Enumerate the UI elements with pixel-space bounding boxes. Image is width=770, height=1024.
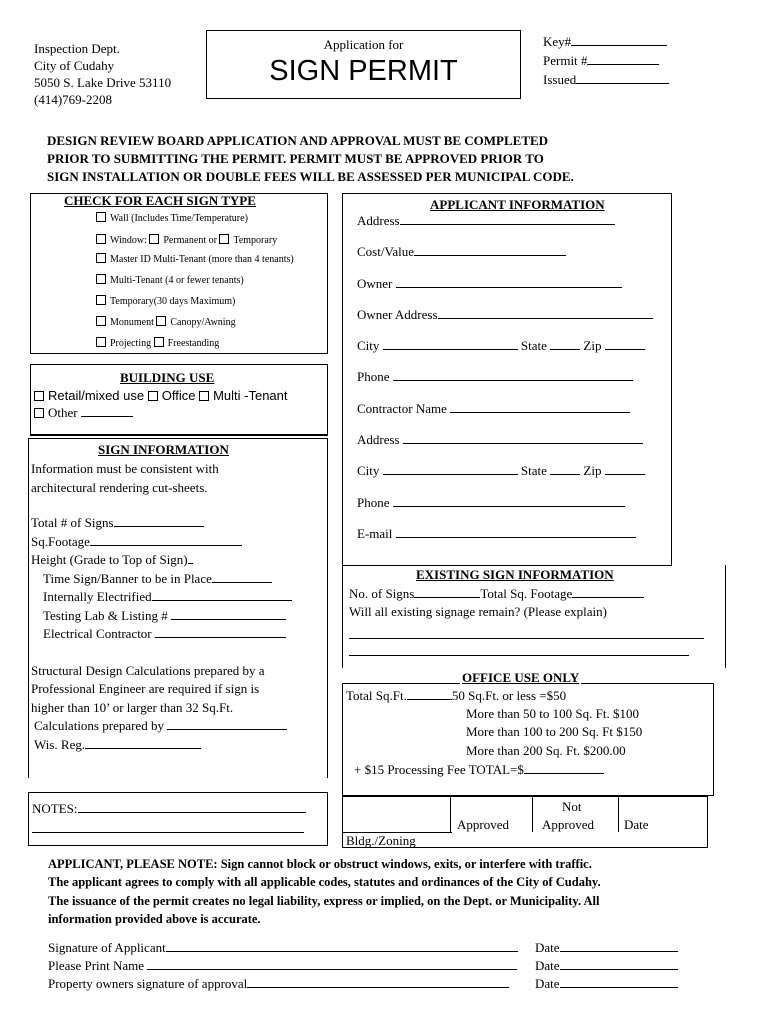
- key-block: [543, 32, 669, 89]
- option-label: Master ID Multi-Tenant (more than 4 tenants): [110, 254, 294, 265]
- sign-type-projecting: [96, 337, 219, 349]
- address-field[interactable]: [357, 213, 653, 244]
- date-field-1[interactable]: [535, 940, 678, 956]
- field-label: City: [357, 338, 380, 354]
- page-title: SIGN PERMIT: [269, 55, 458, 87]
- issued-field[interactable]: [543, 70, 669, 89]
- checkbox[interactable]: [148, 391, 158, 401]
- field-label: Signature of Applicant: [48, 940, 166, 955]
- notice-line: DESIGN REVIEW BOARD APPLICATION AND APPROVAL MUST BE COMPLETED: [47, 133, 549, 148]
- field-label: Property owners signature of approval: [48, 976, 248, 991]
- calc-prepared-field[interactable]: [31, 717, 292, 736]
- issued-label: Issued: [543, 72, 577, 87]
- field-label: Zip: [583, 338, 602, 354]
- not-approved-header-1: Not: [562, 799, 582, 814]
- notes-field[interactable]: [32, 801, 306, 817]
- testing-lab-field[interactable]: [31, 607, 292, 626]
- notes-label: NOTES:: [32, 801, 78, 816]
- checkbox[interactable]: [34, 391, 44, 401]
- existing-sign-right-border: [725, 565, 726, 668]
- checkbox[interactable]: [96, 295, 106, 305]
- field-label: E-mail: [357, 525, 393, 541]
- notice-line: SIGN INSTALLATION OR DOUBLE FEES WILL BE ASSESSED PER MUNICIPAL CODE.: [47, 169, 574, 184]
- dept-phone: (414)769-2208: [34, 92, 112, 107]
- field-label: Please Print Name: [48, 958, 145, 973]
- title-box: [206, 30, 521, 99]
- option-label: Permanent or: [163, 235, 217, 246]
- dept-name: Inspection Dept.: [34, 41, 120, 56]
- checkbox[interactable]: [96, 337, 106, 347]
- total-sqft-field[interactable]: [346, 688, 566, 704]
- field-label: Total # of Signs: [31, 515, 114, 530]
- permit-number-field[interactable]: [543, 51, 669, 70]
- building-use-heading: BUILDING USE: [120, 370, 215, 385]
- sign-info-note: Information must be consistent with: [31, 461, 219, 476]
- applicant-signature-field[interactable]: [48, 940, 518, 956]
- owner-address-field[interactable]: [357, 307, 653, 338]
- explain-line-1[interactable]: [349, 638, 704, 639]
- sq-footage-field[interactable]: [31, 533, 292, 552]
- phone-field[interactable]: [357, 369, 653, 400]
- fee-line: More than 100 to 200 Sq. Ft $150: [466, 724, 643, 739]
- fee-line: 50 Sq.Ft. or less =$50: [451, 688, 567, 703]
- not-approved-header-2: Approved: [542, 817, 594, 832]
- field-label: Phone: [357, 494, 390, 510]
- sign-type-window: [96, 234, 277, 246]
- city-state-zip-field[interactable]: [357, 338, 653, 369]
- field-label: Cost/Value: [357, 244, 415, 260]
- existing-remain-question: Will all existing signage remain? (Please explain): [349, 604, 607, 619]
- design-review-notice: [47, 132, 574, 186]
- city-name: City of Cudahy: [34, 58, 115, 73]
- contractor-city-state-zip-field[interactable]: [357, 463, 653, 494]
- field-label: Internally Electrified: [43, 589, 152, 604]
- fee-line: More than 200 Sq. Ft. $200.00: [466, 743, 626, 758]
- applicant-fields: [357, 213, 653, 557]
- table-divider: [450, 796, 451, 832]
- date-header: Date: [624, 817, 649, 832]
- contractor-address-field[interactable]: [357, 432, 653, 463]
- approved-header: Approved: [457, 817, 509, 832]
- applicant-note: [48, 855, 601, 928]
- option-label: Temporary: [233, 235, 278, 246]
- field-label: Total Sq. Footage: [480, 586, 573, 601]
- field-label: State: [520, 463, 547, 479]
- field-label: Zip: [583, 463, 602, 479]
- checkbox[interactable]: [96, 274, 106, 284]
- note-line: APPLICANT, PLEASE NOTE: Sign cannot block or obstruct windows, exits, or interfere with traffic.: [48, 857, 592, 871]
- field-label: Sq.Footage: [31, 533, 90, 549]
- checkbox[interactable]: [96, 316, 106, 326]
- structural-note: Professional Engineer are required if sign is: [31, 681, 260, 696]
- field-label: No. of Signs: [349, 586, 415, 601]
- dept-address-block: [34, 40, 171, 108]
- key-label: Key#: [543, 34, 572, 49]
- date-field-3[interactable]: [535, 976, 678, 992]
- sign-info-heading: SIGN INFORMATION: [98, 442, 229, 457]
- field-label: + $15 Processing Fee TOTAL=$: [354, 762, 524, 777]
- option-label: Freestanding: [167, 338, 220, 349]
- cost-value-field[interactable]: [357, 244, 653, 275]
- checkbox[interactable]: [199, 391, 209, 401]
- explain-line-2[interactable]: [349, 655, 689, 656]
- total-signs-field[interactable]: [31, 514, 292, 533]
- applicant-heading: APPLICANT INFORMATION: [430, 197, 605, 212]
- sign-type-monument: [96, 316, 236, 328]
- dept-address: 5050 S. Lake Drive 53110: [34, 75, 172, 90]
- application-for-label: Application for: [323, 37, 404, 52]
- checkbox[interactable]: [96, 253, 106, 263]
- existing-sign-heading: EXISTING SIGN INFORMATION: [416, 567, 614, 582]
- table-divider: [532, 796, 533, 832]
- notes-line-2[interactable]: [32, 832, 304, 833]
- checkbox[interactable]: [154, 337, 164, 347]
- table-divider: [618, 796, 619, 832]
- contractor-phone-field[interactable]: [357, 495, 653, 526]
- field-label: Date: [535, 940, 560, 955]
- section-divider: [30, 434, 328, 435]
- option-label: Other: [48, 405, 78, 420]
- checkbox[interactable]: [96, 234, 106, 244]
- field-label: Total Sq.Ft.: [346, 688, 407, 703]
- time-sign-field[interactable]: [31, 570, 292, 589]
- electrical-contractor-field[interactable]: [31, 625, 292, 644]
- structural-note: higher than 10’ or larger than 32 Sq.Ft.: [31, 699, 234, 715]
- owner-field[interactable]: [357, 276, 653, 307]
- height-field[interactable]: [31, 551, 292, 570]
- option-label: Wall (Includes Time/Temperature): [110, 213, 248, 224]
- note-line: The applicant agrees to comply with all applicable codes, statutes and ordinances of the City of Cudahy.: [48, 875, 601, 890]
- field-label: Owner Address: [357, 306, 438, 322]
- option-label: Projecting: [110, 338, 152, 349]
- sign-info-fields: [31, 460, 292, 754]
- option-label: Temporary(30 days Maximum): [110, 296, 236, 307]
- bldg-zoning-label: Bldg./Zoning: [346, 833, 416, 848]
- note-line: The issuance of the permit creates no legal liability, express or implied, on the Dept. or Municipality. All: [48, 893, 600, 908]
- option-label: Retail/mixed use: [48, 388, 145, 403]
- print-name-field[interactable]: [48, 958, 517, 974]
- building-use-options: [34, 388, 288, 403]
- checkbox[interactable]: [34, 408, 44, 418]
- sign-type-temporary30[interactable]: [96, 295, 235, 307]
- field-label: Date: [535, 976, 560, 991]
- structural-note: Structural Design Calculations prepared by a: [31, 662, 265, 678]
- checkbox[interactable]: [156, 316, 166, 326]
- field-label: Owner: [357, 275, 393, 291]
- contractor-name-field[interactable]: [357, 401, 653, 432]
- sign-type-multi[interactable]: [96, 274, 244, 286]
- key-field[interactable]: [543, 32, 669, 51]
- existing-sign-divider: [342, 565, 672, 566]
- sign-type-master[interactable]: [96, 253, 294, 265]
- other-input[interactable]: [81, 405, 133, 417]
- option-label: Multi -Tenant: [213, 388, 288, 403]
- fee-line: More than 50 to 100 Sq. Ft. $100: [466, 706, 639, 721]
- field-label: Time Sign/Banner to be in Place: [43, 570, 212, 586]
- note-line: information provided above is accurate.: [48, 911, 261, 926]
- sign-info-note: architectural rendering cut-sheets.: [31, 479, 208, 495]
- checkbox[interactable]: [149, 234, 159, 244]
- sign-type-wall[interactable]: [96, 212, 248, 224]
- field-label: Phone: [357, 369, 390, 385]
- building-use-other: [34, 405, 133, 421]
- option-label: Monument: [110, 317, 154, 328]
- internally-electrified-field[interactable]: [31, 588, 292, 607]
- checkbox[interactable]: [219, 234, 229, 244]
- option-label: Window:: [110, 235, 147, 246]
- existing-sign-count-field[interactable]: [349, 586, 644, 602]
- field-label: Testing Lab & Listing #: [43, 607, 168, 623]
- option-label: Canopy/Awning: [170, 317, 236, 328]
- email-field[interactable]: [357, 526, 653, 557]
- field-label: Contractor Name: [357, 400, 447, 416]
- processing-fee-total[interactable]: [354, 762, 604, 778]
- field-label: Electrical Contractor: [43, 626, 152, 641]
- wis-reg-field[interactable]: [31, 736, 292, 755]
- field-label: Date: [535, 958, 560, 973]
- owner-signature-field[interactable]: [48, 976, 509, 992]
- field-label: State: [520, 338, 547, 354]
- field-label: Calculations prepared by: [34, 718, 164, 733]
- checkbox[interactable]: [96, 212, 106, 222]
- office-use-heading: OFFICE USE ONLY: [462, 670, 580, 685]
- option-label: Office: [161, 388, 196, 403]
- field-label: Address: [357, 432, 400, 448]
- field-label: Height (Grade to Top of Sign): [31, 552, 188, 567]
- option-label: Multi-Tenant (4 or fewer tenants): [110, 275, 244, 286]
- field-label: City: [357, 463, 380, 479]
- field-label: Address: [357, 213, 400, 228]
- notice-line: PRIOR TO SUBMITTING THE PERMIT. PERMIT MUST BE APPROVED PRIOR TO: [47, 151, 544, 166]
- permit-label: Permit #: [543, 53, 588, 68]
- field-label: Wis. Reg.: [34, 736, 86, 752]
- date-field-2[interactable]: [535, 958, 678, 974]
- existing-sign-left-border: [342, 565, 343, 668]
- sign-type-heading: CHECK FOR EACH SIGN TYPE: [64, 193, 256, 208]
